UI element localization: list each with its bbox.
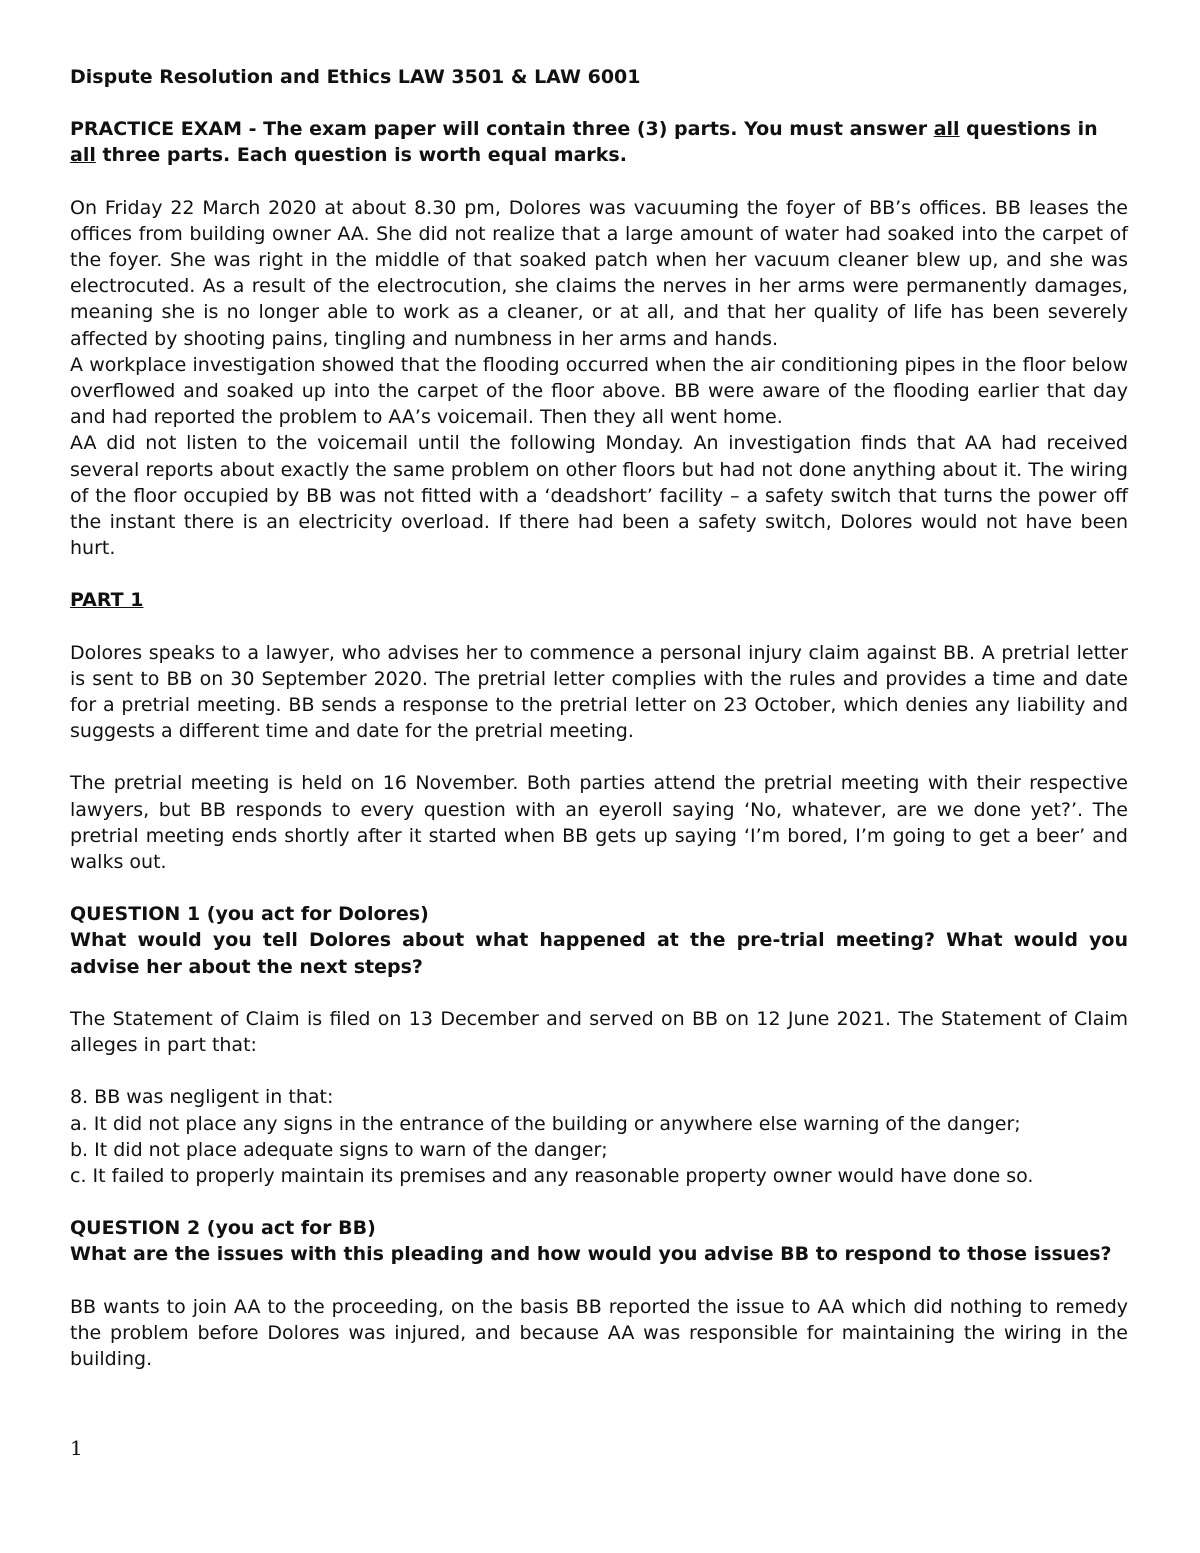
question-2-text: What are the issues with this pleading and how would you advise BB to respond to those issues?	[70, 1243, 1112, 1266]
exam-document	[70, 64, 1128, 1372]
instructions-emphasis-all-1: all	[933, 118, 960, 141]
claim-item-b: b. It did not place adequate signs to warn of the danger;	[70, 1138, 608, 1161]
question-2-heading: QUESTION 2 (you act for BB)	[70, 1217, 376, 1240]
question-1-text: What would you tell Dolores about what happened at the pre-trial meeting? What would you advise her about the next steps?	[70, 929, 1128, 978]
facts-paragraph-2: A workplace investigation showed that the flooding occurred when the air conditioning pipes in the floor below overflowed and soaked up into the carpet of the floor above. BB were aware of the flooding earlier that day and had reported the problem to AA’s voicemail. Then they all went home.	[70, 353, 1128, 429]
part-1-paragraph-2: The pretrial meeting is held on 16 November. Both parties attend the pretrial meeting with their respective lawyers, but BB responds to every question with an eyeroll saying ‘No, whatever, are we done yet?’. The pretrial meeting ends shortly after it started when BB gets up saying ‘I’m bored, I’m going to get a beer’ and walks out.	[70, 772, 1128, 874]
claim-item-c: c. It failed to properly maintain its premises and any reasonable property owner would have done so.	[70, 1164, 1034, 1187]
part-1-paragraph-4: BB wants to join AA to the proceeding, on the basis BB reported the issue to AA which did nothing to remedy the problem before Dolores was injured, and because AA was responsible for maintaining the wiring in the building.	[70, 1295, 1128, 1370]
part-1-heading: PART 1	[70, 589, 144, 612]
facts-paragraph-1: On Friday 22 March 2020 at about 8.30 pm, Dolores was vacuuming the foyer of BB’s offices. BB leases the offices from building owner AA. She did not realize that a large amount of water had soaked into the carpet of the foyer. She was right in the middle of that soaked patch when her vacuum cleaner blew up, and she was electrocuted. As a result of the electrocution, she claims the nerves in her arms were permanently damages, meaning she is no longer able to work as a cleaner, or at all, and that her quality of life has been severely affected by shooting pains, tingling and numbness in her arms and hands.	[70, 196, 1128, 350]
facts-paragraph-3: AA did not listen to the voicemail until the following Monday. An investigation finds that AA had received several reports about exactly the same problem on other floors but had not done anything about it. The wiring of the floor occupied by BB was not fitted with a ‘deadshort’ facility – a safety switch that turns the power off the instant there is an electricity overload. If there had been a safety switch, Dolores would not have been hurt.	[70, 432, 1128, 560]
part-1-paragraph-3: The Statement of Claim is filed on 13 December and served on BB on 12 June 2021. The Statement of Claim alleges in part that:	[70, 1007, 1128, 1057]
instructions-text-c: three parts. Each question is worth equal marks.	[95, 144, 627, 167]
instructions-emphasis-all-2: all	[70, 144, 96, 167]
claim-item-a: a. It did not place any signs in the entrance of the building or anywhere else warning of the danger;	[70, 1112, 1021, 1135]
page-number: 1	[70, 1436, 83, 1460]
claim-item-intro: 8. BB was negligent in that:	[70, 1086, 334, 1109]
exam-instructions	[70, 116, 1128, 168]
question-1-heading: QUESTION 1 (you act for Dolores)	[70, 903, 429, 926]
instructions-text-a: PRACTICE EXAM - The exam paper will contain three (3) parts. You must answer	[70, 118, 934, 141]
instructions-text-b: questions in	[959, 118, 1098, 141]
document-title: Dispute Resolution and Ethics LAW 3501 & LAW 6001	[70, 66, 641, 88]
part-1-paragraph-1: Dolores speaks to a lawyer, who advises her to commence a personal injury claim against BB. A pretrial letter is sent to BB on 30 September 2020. The pretrial letter complies with the rules and provides a time and date for a pretrial meeting. BB sends a response to the pretrial letter on 23 October, which denies any liability and suggests a different time and date for the pretrial meeting.	[70, 641, 1128, 743]
